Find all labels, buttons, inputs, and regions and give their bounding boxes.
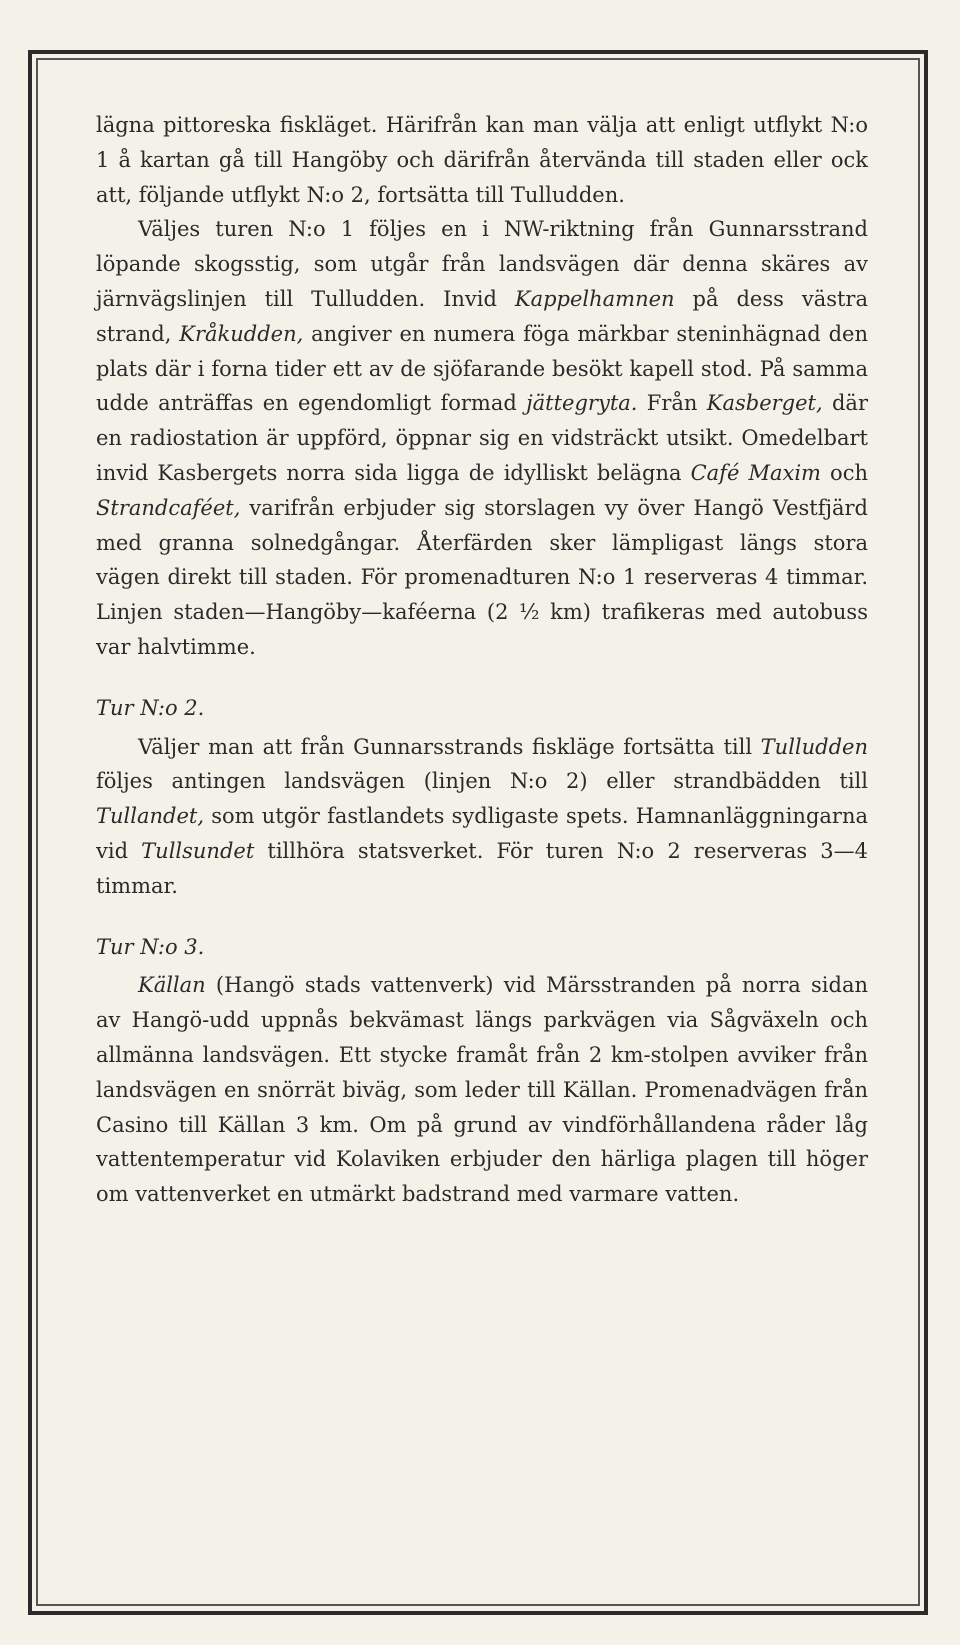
place-jattegryta: jättegryta. [526,391,638,416]
place-cafe-maxim: Café Maxim [690,460,821,485]
paragraph-tur-1: Väljes turen N:o 1 följes en i NW-riktning från Gunnarsstrand löpande skogsstig, som utgår från landsvägen där denna skäres av järnvägslinjen till Tulludden. Invid Kappelhamnen på dess västra strand, Kråkudden, angiver en numera föga märkbar steninhägnad den plats där i forna tider ett av de sjöfarande besökt kapell stod. På samma udde anträffas en egendomligt formad jättegryta. Från Kasberget, där en radiostation är uppförd, öppnar sig en vidsträckt utsikt. Omedelbart invid Kasbergets norra sida ligga de idylliskt belägna Café Maxim och Strandcaféet, varifrån erbjuder sig storslagen vy över Hangö Vestfjärd med granna solnedgångar. Återfärden sker lämpligast längs stora vägen direkt till staden. För promenadturen N:o 1 reserveras 4 timmar. Linjen staden—Hangöby—kaféerna (2 ½ km) trafikeras med autobuss var halvtimme. [96,217,868,659]
place-strandcafeet: Strandcaféet, [96,495,241,520]
place-krakudden: Kråkudden, [179,321,304,346]
paragraph-tur-2: Väljer man att från Gunnarsstrands fiskläge fortsätta till Tulludden följes antingen landsvägen (linjen N:o 2) eller strandbädden till Tullandet, som utgör fastlandets sydligaste spets. Hamnanläggningarna vid Tullsundet tillhöra statsverket. För turen N:o 2 reserveras 3—4 timmar. [96,734,868,898]
place-tullandet: Tullandet, [96,804,204,829]
place-kallan: Källan [138,973,206,998]
heading-tur-2: Tur N:o 2. [96,695,205,720]
place-tulludden: Tulludden [760,734,868,759]
place-tullsundet: Tullsundet [141,838,255,863]
place-kappelhamnen: Kappelhamnen [514,286,675,311]
place-kasberget: Kasberget, [706,391,823,416]
paragraph-tur-3: Källan (Hangö stads vattenverk) vid Märsstranden på norra sidan av Hangö-udd uppnås bekvämast längs parkvägen via Sågväxeln och allmänna landsvägen. Ett stycke framåt från 2 km-stolpen avviker från landsvägen en snörrät biväg, som leder till Källan. Promenadvägen från Casino till Källan 3 km. Om på grund av vindförhållandena råder låg vattentemperatur vid Kolaviken erbjuder den härliga plagen till höger om vattenverket en utmärkt badstrand med varmare vatten. [96,973,868,1207]
heading-tur-3: Tur N:o 3. [96,934,205,959]
page-text [96,108,868,1212]
paragraph-intro: lägna pittoreska fiskläget. Härifrån kan man välja att enligt utflykt N:o 1 å kartan gå till Hangöby och därifrån återvända till staden eller ock att, följande utflykt N:o 2, fortsätta till Tulludden. [96,113,868,207]
